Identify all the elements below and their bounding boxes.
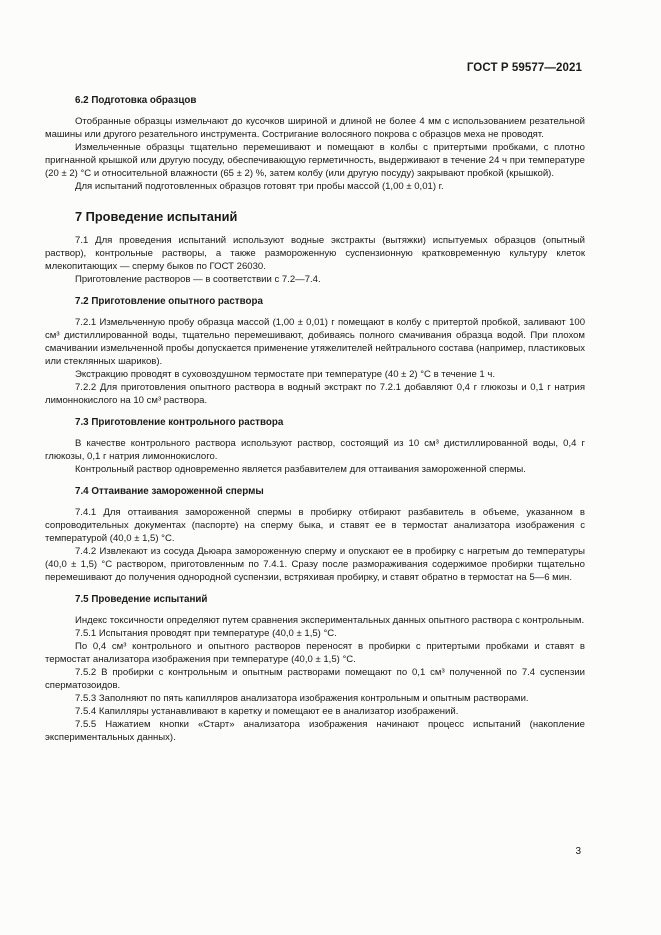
page-number: 3 [575,846,581,857]
section-7-3-heading: 7.3 Приготовление контрольного раствора [75,417,284,428]
paragraph: 7.5.1 Испытания проводят при температуре (40,0 ± 1,5) °С. [75,628,337,639]
paragraph: 7.4.2 Извлекают из сосуда Дьюара замороженную сперму и опускают ее в пробирку с нагретым до температуры (40,0 ± 1,5) °С раствором, приготовленным по 7.4.1. Сразу после размораживания содержимое пробирки тщательно перемешивают до получения однородной суспензии, встряхивая пробирку, и ставят обратно в термостат на 5—6 мин. [45,546,585,583]
paragraph: Индекс токсичности определяют путем сравнения экспериментальных данных опытного раствора с контрольным. [75,615,585,626]
paragraph: Для испытаний подготовленных образцов готовят три пробы массой (1,00 ± 0,01) г. [75,181,444,192]
paragraph: В качестве контрольного раствора используют раствор, состоящий из 10 см³ дистиллированной воды, 0,4 г глюкозы, 0,1 г натрия лимоннокислого. [45,438,585,462]
section-7-2-heading: 7.2 Приготовление опытного раствора [75,296,263,307]
standard-header: ГОСТ Р 59577—2021 [466,62,582,74]
paragraph: 7.5.3 Заполняют по пять капилляров анализатора изображения контрольным и опытным растворами. [75,693,529,704]
paragraph: Контрольный раствор одновременно является разбавителем для оттаивания замороженной спермы. [75,464,526,475]
paragraph: 7.5.5 Нажатием кнопки «Старт» анализатора изображения начинают процесс испытаний (накопление экспериментальных данных). [45,719,585,743]
document-body [45,94,585,744]
paragraph: Экстракцию проводят в суховоздушном термостате при температуре (40 ± 2) °С в течение 1 ч. [75,369,496,380]
paragraph: По 0,4 см³ контрольного и опытного растворов переносят в пробирки с притертыми пробками и ставят в термостат анализатора изображения при температуре (40,0 ± 1,5) °С. [45,641,585,665]
paragraph: 7.2.1 Измельченную пробу образца массой (1,00 ± 0,01) г помещают в колбу с притертой пробкой, заливают 100 см³ дистиллированной воды, тщательно перемешивают, добиваясь полного смачивания образца водой. При плохом смачивании измельченной пробы допускается применение утяжелителей нейтрального состава (например, пластиковых или стеклянных шариков). [45,317,585,367]
paragraph: 7.5.4 Капилляры устанавливают в каретку и помещают ее в анализатор изображений. [75,706,459,717]
paragraph: 7.5.2 В пробирки с контрольным и опытным растворами помещают по 0,1 см³ полученной по 7.4 суспензии сперматозоидов. [45,667,585,691]
section-6-2-heading: 6.2 Подготовка образцов [75,95,197,106]
paragraph: 7.1 Для проведения испытаний используют водные экстракты (вытяжки) испытуемых образцов (опытный раствор), контрольные растворы, а также размороженную суспензионную кратковременную культуру клеток млекопитающих — сперму быков по ГОСТ 26030. [45,235,585,272]
paragraph: Приготовление растворов — в соответствии с 7.2—7.4. [75,274,321,285]
paragraph: Измельченные образцы тщательно перемешивают и помещают в колбы с притертыми пробками, с плотно пригнанной крышкой или другую посуду, обеспечивающую герметичность, выдерживают в течение 24 ч при температуре (20 ± 2) °С и относительной влажности (65 ± 2) %, затем колбу (или другую посуду) закрывают пробкой (крышкой). [45,142,585,179]
paragraph: Отобранные образцы измельчают до кусочков шириной и длиной не более 4 мм с использованием резательной машины или другого резательного инструмента. Состригание волосяного покрова с образцов меха не проводят. [45,116,585,140]
section-7-4-heading: 7.4 Оттаивание замороженной спермы [75,486,264,497]
paragraph: 7.2.2 Для приготовления опытного раствора в водный экстракт по 7.2.1 добавляют 0,4 г глюкозы и 0,1 г натрия лимоннокислого на 10 см³ раствора. [45,382,585,406]
section-7-heading: 7 Проведение испытаний [75,209,238,224]
section-7-5-heading: 7.5 Проведение испытаний [75,594,208,605]
paragraph: 7.4.1 Для оттаивания замороженной спермы в пробирку отбирают разбавитель в объеме, указанном в сопроводительных документах (паспорте) на сперму быка, и ставят ее в термостат анализатора изображения с температурой (40,0 ± 1,5) °С. [45,507,585,544]
